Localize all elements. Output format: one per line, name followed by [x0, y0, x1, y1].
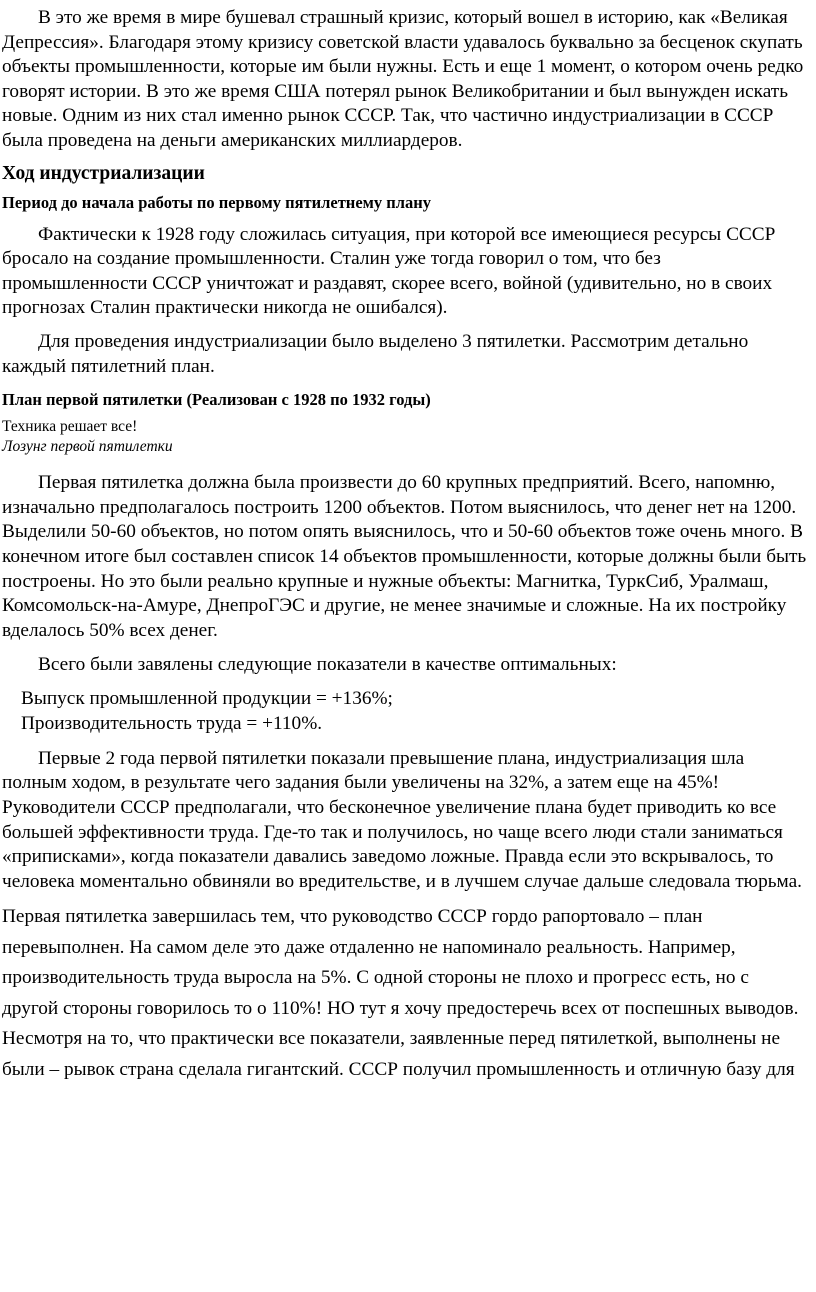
- subheading-period: Период до начала работы по первому пятилетнему плану: [2, 192, 432, 212]
- paragraph-intro: В это же время в мире бушевал страшный кризис, который вошел в историю, как «Великая Депрессия». Благодаря этому кризису советской власти удавалось буквально за бесценок скупать объекты промышленности, которые им были нужны. Есть и еще 1 момент, о котором очень редко говорят истории. В это же время США потерял рынок Великобритании и был вынужден искать новые. Одним из них стал именно рынок СССР. Так, что частично индустриализации в СССР была проведена на деньги американских миллиардеров.: [2, 7, 804, 151]
- paragraph-end: Первая пятилетка завершилась тем, что руководство СССР гордо рапортовало – план перевыполнен. На самом деле это даже отдаленно не напоминало реальность. Например, производительность труда выросла на 5%. С одной стороны не плохо и прогресс есть, но с другой стороны говорилось то о 110%! НО тут я хочу предостеречь всех от поспешных выводов. Несмотря на то, что практически все показатели, заявленные перед пятилеткой, выполнены не были – рывок страна сделала гигантский. СССР получил промышленность и отличную базу для: [2, 906, 799, 1080]
- document-page: [0, 6, 816, 1292]
- indicators-list: [2, 686, 808, 737]
- slogan-source: Лозунг первой пятилетки: [2, 438, 173, 456]
- paragraph-1928: Фактически к 1928 году сложилась ситуация, при которой все имеющиеся ресурсы СССР бросало на создание промышленности. Сталин уже тогда говорил о том, что без промышленности СССР уничтожат и раздавят, скорее всего, войной (удивительно, но в своих прогнозах Сталин практически никогда не ошибался).: [2, 223, 776, 319]
- heading-course: Ход индустриализации: [2, 162, 205, 184]
- paragraph-plans: Для проведения индустриализации было выделено 3 пятилетки. Рассмотрим детально каждый пятилетний план.: [2, 330, 749, 377]
- indicator-item: Выпуск промышленной продукции = +136%;: [21, 687, 393, 709]
- indicator-item: Производительность труда = +110%.: [21, 713, 323, 735]
- paragraph-first-plan: Первая пятилетка должна была произвести до 60 крупных предприятий. Всего, напомню, изначально предполагалось построить 1200 объектов. Потом выяснилось, что денег нет на 1200. Выделили 50-60 объектов, но потом опять выяснилось, что и 50-60 объектов тоже очень много. В конечном итоге был составлен список 14 объектов промышленности, которые должны были быть построены. Но это были реально крупные и нужные объекты: Магнитка, ТуркСиб, Уралмаш, Комсомольск-на-Амуре, ДнепроГЭС и другие, не менее значимые и сложные. На их постройку вделалось 50% всех денег.: [2, 472, 807, 641]
- slogan: Техника решает все!: [2, 418, 138, 436]
- paragraph-two-years: Первые 2 года первой пятилетки показали превышение плана, индустриализация шла полным ходом, в результате чего задания были увеличены на 32%, а затем еще на 45%! Руководители СССР предполагали, что бесконечное увеличение плана будет приводить ко все большей эффективности труда. Где-то так и получилось, но чаще всего люди стали заниматься «приписками», когда показатели давались заведомо ложные. Правда если это вскрывалось, то человека моментально обвиняли во вредительстве, и в лучшем случае дальше следовала тюрьма.: [2, 747, 802, 892]
- paragraph-indicators: Всего были завялены следующие показатели в качестве оптимальных:: [38, 654, 617, 676]
- subheading-first-plan: План первой пятилетки (Реализован с 1928 по 1932 годы): [2, 390, 431, 410]
